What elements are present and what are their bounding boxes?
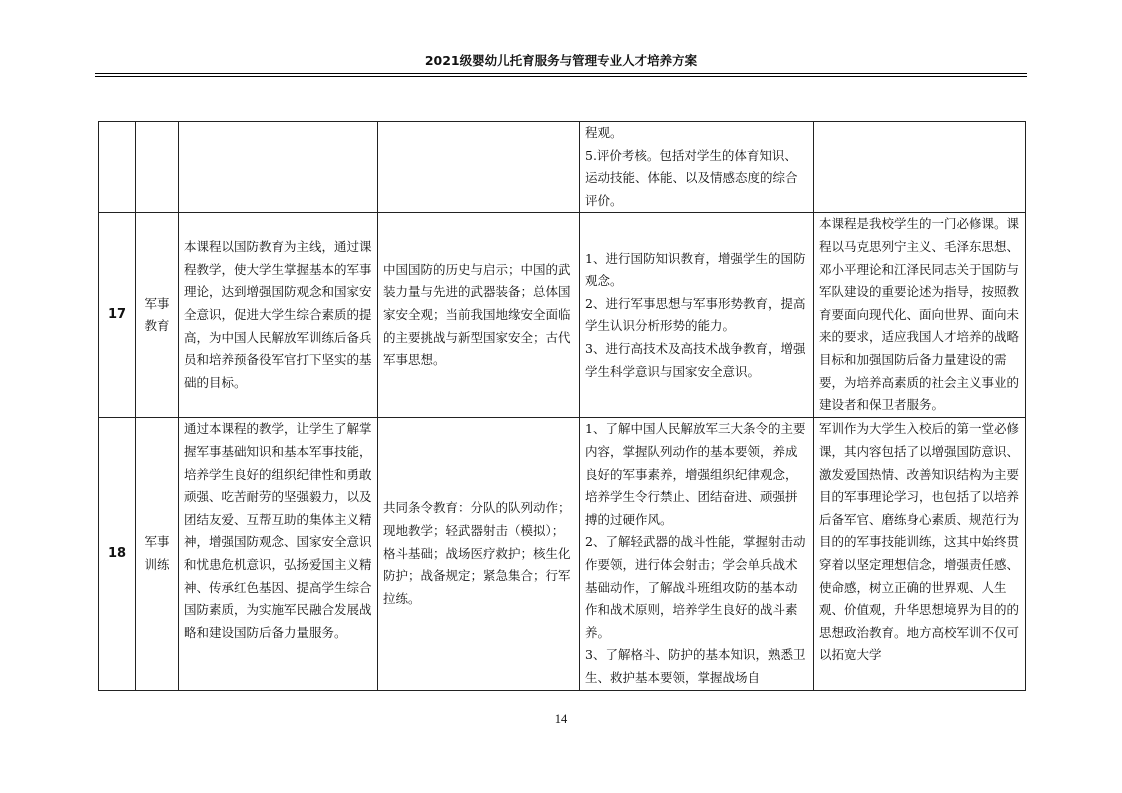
requirement-item: 2、了解轻武器的战斗性能，掌握射击动作要领，进行体会射击；学会单兵战术基础动作，了解战斗班组攻防的基本动作和战术原则，培养学生良好的战斗素养。 <box>585 534 806 640</box>
row-number <box>99 122 136 213</box>
table-row <box>99 418 1026 690</box>
course-content <box>378 122 580 213</box>
header-rule <box>95 73 1027 74</box>
table-row <box>99 213 1026 418</box>
page-header-title: 2021级婴幼儿托育服务与管理专业人才培养方案 <box>424 53 698 68</box>
page-number: 14 <box>554 712 568 726</box>
course-content: 中国国防的历史与启示；中国的武装力量与先进的武器装备；总体国家安全观；当前我国地缘安全面临的主要挑战与新型国家安全；古代军事思想。 <box>378 213 580 418</box>
requirement-item: 程观。 <box>585 125 623 140</box>
requirement-item: 5.评价考核。包括对学生的体育知识、运动技能、体能、以及情感态度的综合评价。 <box>585 147 798 208</box>
header-rule-thin <box>95 76 1027 77</box>
requirement-item: 1、了解中国人民解放军三大条令的主要内容，掌握队列动作的基本要领，养成良好的军事素养，增强组织纪律观念，培养学生令行禁止、团结奋进、顽强拼搏的过硬作风。 <box>585 421 806 527</box>
requirement-item: 3、了解格斗、防护的基本知识，熟悉卫生、救护基本要领，掌握战场自 <box>585 647 806 685</box>
course-requirements <box>580 213 814 418</box>
course-objective: 通过本课程的教学，让学生了解掌握军事基础知识和基本军事技能，培养学生良好的组织纪律性和勇敢顽强、吃苦耐劳的坚强毅力，以及团结友爱、互帮互助的集体主义精神，增强国防观念、国家安全意识和忧患危机意识，弘扬爱国主义精神、传承红色基因、提高学生综合国防素质，为实施军民融合发展战略和建设国防后备力量服务。 <box>179 418 378 690</box>
row-number: 18 <box>99 418 136 690</box>
course-name: 军事教育 <box>136 213 179 418</box>
requirement-item: 3、进行高技术及高技术战争教育，增强学生科学意识与国家安全意识。 <box>585 340 806 379</box>
requirement-item: 2、进行军事思想与军事形势教育，提高学生认识分析形势的能力。 <box>585 295 806 334</box>
course-name: 军事训练 <box>136 418 179 690</box>
course-table <box>98 121 1026 691</box>
requirement-item: 1、进行国防知识教育，增强学生的国防观念。 <box>585 250 806 289</box>
course-objective: 本课程以国防教育为主线，通过课程教学，使大学生掌握基本的军事理论，达到增强国防观念和国家安全意识，促进大学生综合素质的提高，为中国人民解放军训练后备兵员和培养预备役军官打下坚实的基础的目标。 <box>179 213 378 418</box>
table-row <box>99 122 1026 213</box>
course-requirements <box>580 122 814 213</box>
course-description: 军训作为大学生入校后的第一堂必修课，其内容包括了以增强国防意识、激发爱国热情、改善知识结构为主要目的军事理论学习，也包括了以培养后备军官、磨练身心素质、规范行为目的的军事技能训练，这其中始终贯穿着以坚定理想信念，增强责任感、使命感，树立正确的世界观、人生观、价值观，升华思想境界为目的的思想政治教育。地方高校军训不仅可以拓宽大学 <box>814 418 1026 690</box>
course-objective <box>179 122 378 213</box>
row-number: 17 <box>99 213 136 418</box>
course-name <box>136 122 179 213</box>
course-requirements <box>580 418 814 690</box>
course-description: 本课程是我校学生的一门必修课。课程以马克思列宁主义、毛泽东思想、邓小平理论和江泽民同志关于国防与军队建设的重要论述为指导，按照教育要面向现代化、面向世界、面向未来的要求，适应我国人才培养的战略目标和加强国防后备力量建设的需要，为培养高素质的社会主义事业的建设者和保卫者服务。 <box>814 213 1026 418</box>
course-content: 共同条令教育：分队的队列动作；现地教学；轻武器射击（模拟）；格斗基础；战场医疗救护；核生化防护；战备规定；紧急集合；行军拉练。 <box>378 418 580 690</box>
course-description <box>814 122 1026 213</box>
